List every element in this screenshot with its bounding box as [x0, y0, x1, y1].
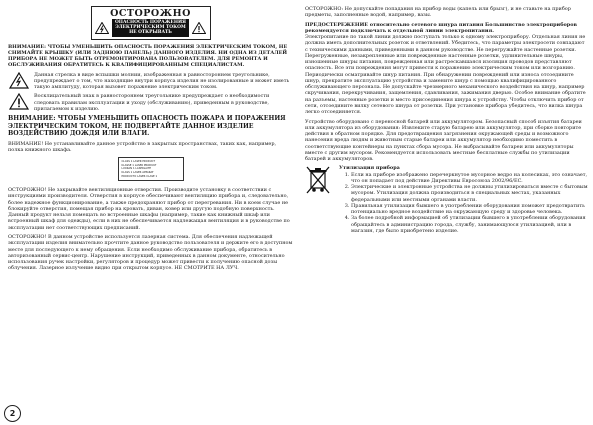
list-item: 4. За более подробной информацией об утилизации бывшего в употреблении оборудования обращайтесь в администрацию города, службу, занимающуюся утилизацией, или в магазин, где было приобретено изделие.: [351, 215, 588, 234]
warning-title: ОСТОРОЖНО: [110, 8, 191, 19]
laser-label: [118, 157, 184, 181]
page-number: 2: [4, 405, 21, 422]
left-column: [8, 6, 293, 272]
installation-warning-text: ВНИМАНИЕ! Не устанавливайте данное устройство в закрытых пространствах, таких как, например, полка книжного шкафа.: [8, 140, 277, 153]
exclamation-triangle-icon: [192, 22, 206, 34]
shock-warning-text: ВНИМАНИЕ: ЧТОБЫ УМЕНЬШИТЬ ОПАСНОСТЬ ПОРАЖЕНИЯ ЭЛЕКТРИЧЕСКИМ ТОКОМ, НЕ СНИМАЙТЕ КРЫШКУ (ИЛИ ЗАДНЮЮ ПАНЕЛЬ) ДАННОГО ИЗДЕЛИЯ. НИ ОДНА ИЗ ДЕТАЛЕЙ ПРИБОРА НЕ МОЖЕТ БЫТЬ ОТРЕМОНТИРОВАНА ПОЛЬЗОВАТЕЛЕМ. ДЛЯ РЕМОНТА И ОБСЛУЖИВАНИЯ ОБРАТИТЕСЬ К КВАЛИФИЦИРОВАННЫМ СПЕЦИАЛИСТАМ.: [8, 43, 288, 69]
ventilation-caution-text: ОСТОРОЖНО! Не закрывайте вентиляционные отверстия. Производите установку в соответствии с инструкциями производителя. Отверстия в корпусе обеспечивают вентиляцию прибора и, следовательно, более надежное функционирование, а также предохраняют прибор от перегревания. Ни в коем случае не блокируйте отверстия, помещая прибор на кровать, диван, ковер или другую подобную поверхность. Данный продукт нельзя помещать во встроенные шкафы (например, такие как книжный шкаф или встроенный шкаф для одежды), если в них не обеспечивается надлежащая вентиляция и в руководстве по эксплуатации нет соответствующих предписаний.: [8, 187, 290, 231]
list-item: 2. Электрические и электронные устройства не должны утилизироваться вместе с бытовым мусором. Утилизация должна производиться в специальных местах, указанных федеральными или местными органами власти.: [351, 184, 588, 203]
fire-warning-text: ВНИМАНИЕ: ЧТОБЫ УМЕНЬШИТЬ ОПАСНОСТЬ ПОЖАРА И ПОРАЖЕНИЯ ЭЛЕКТРИЧЕСКИМ ТОКОМ, НЕ ПОДВЕРГАЙТЕ ДАННОЕ ИЗДЕЛИЕ ВОЗДЕЙСТВИЮ ДОЖДЯ ИЛИ ВЛАГИ.: [8, 115, 286, 138]
laser-label-line: KLASS 1 LASER APPARAT: [121, 170, 154, 174]
disposal-list: [339, 172, 588, 235]
disposal-section: [305, 165, 588, 234]
exclamation-triangle-icon: [9, 93, 29, 110]
laser-label-line: KLASSE 1 LASER PRODUKT: [121, 163, 157, 167]
lightning-triangle-icon: [95, 22, 109, 34]
laser-label-line: PRODUCTO LÁSER CLASE 1: [121, 174, 158, 178]
warning-box: [91, 6, 211, 40]
list-item: 3. Правильная утилизация бывшего в употреблении оборудования поможет предотвратить потенциально вредное воздействие на окружающую среду и здоровье человека.: [351, 203, 588, 216]
lightning-symbol-text: Данная стрелка в виде вспышки молнии, изображенная в равностороннем треугольнике, предупреждает о том, что находящие внутри корпуса изделия не изолированные и может иметь такую амплитуду, которая вызовет поражение электрическим током.: [34, 71, 290, 91]
water-caution-text: ОСТОРОЖНО: Не допускайте попадания на прибор воды (капель или брызг), и не ставьте на прибор предметы, заполненные водой, например, вазы.: [305, 6, 571, 19]
battery-text: Устройство оборудовано с переносной батарей или аккумулятором. Безопасный способ изъятия батареи или аккумулятора из оборудования: Извлеките старую батарею или аккумулятор, при сборке повторите действия в обратном порядке. Для предотвращения загрязнения окружающей среды и возможного нанесения вреда людям и животным старые батареи или аккумулятор необходимо поместить в соответствующие контейнеры на пунктах сбора мусора. Не выбрасывайте батареи или аккумуляторы вместе с другим мусором. Рекомендуется использовать местные бесплатные службы по утилизации батарей и аккумуляторов.: [305, 118, 582, 163]
laser-caution-text: ОСТОРОЖНО! В данном устройстве используется лазерная система. Для обеспечения надлежащей эксплуатации изделия внимательно прочтите данное руководство пользователя и держите его в доступном месте для последующего к нему обращения. Если необходимо обслуживание прибора, обратитесь в авторизованный сервис-центр. Нарушение инструкций, приведенных в данном документе, относительно использования ручек настройки, регуляторов и процедур может привести к получению опасной дозы облучения. Лазерное излучение видно при открытом корпусе. НЕ СМОТРИТЕ НА ЛУЧ.: [8, 234, 293, 272]
right-column: [305, 6, 588, 234]
crossed-bin-icon: [305, 165, 331, 195]
laser-label-line: LUOKAN 1 LASERLAITE: [121, 167, 152, 171]
disposal-title: Утилизация прибора: [339, 165, 400, 172]
power-cord-heading: ПРЕДОСТЕРЕЖЕНИЕ относительно сетевого шнура питания Большинство электроприборов рекомендуется подключать к отдельной линии электропитания.: [305, 21, 577, 34]
power-cord-text: Электропитание по такой линии должно поступать только к одному электроприбору. Отдельная линия не должна иметь дополнительных розеток и ответвлений. Убедитесь, что параметры электросети совпадают с техническими данными, приведенными в данном руководстве. Не перегружайте настенные розетки. Перегруженные, незакрепленные или поврежденные настенные розетки, удлинительные шнуры, изношенные шнуры питания, поврежденная или растрескавшаяся изоляция проводов представляют опасность. Все эти повреждения могут привести к поражению электрическим током или возгоранию. Периодически осматривайте шнур питания. При обнаружении повреждений или износа отсоедините шнур, прекратите эксплуатацию устройства и замените шнур с помощью квалифицированного обслуживающего персонала. Не допускайте чрезмерного механического воздействия на шнур, например скручивания, перекручивания, защемления, сдавливания, зажимания дверью. Особое внимание обратите на разъемы, настенные розетки и место присоединения шнура к устройству. Чтобы отключить прибор от сети, отсоедините вилку сетевого шнура от розетки. При установке прибора убедитесь, что вилка шнура легко отсоединяется.: [305, 34, 586, 116]
warning-caption: ОПАСНОСТЬ ПОРАЖЕНИЯ ЭЛЕКТРИЧЕСКИМ ТОКОМ НЕ ОТКРЫВАТЬ: [112, 19, 189, 37]
laser-label-line: CLASS 1 LASER PRODUCT: [121, 160, 156, 164]
list-item: 1. Если на приборе изображено перечеркнутое мусорное ведро на колесиках, это означает, что он попадает под действие Директивы Евросоюза 2002/96/EC.: [351, 172, 588, 185]
exclamation-symbol-text: Восклицательный знак в равностороннем треугольнике предупреждает о необходимости следовать правилам эксплуатации и уходу (обслуживанию), приведенным в руководстве, прилагаемом к изделию.: [34, 93, 270, 112]
lightning-triangle-icon: [9, 72, 29, 89]
